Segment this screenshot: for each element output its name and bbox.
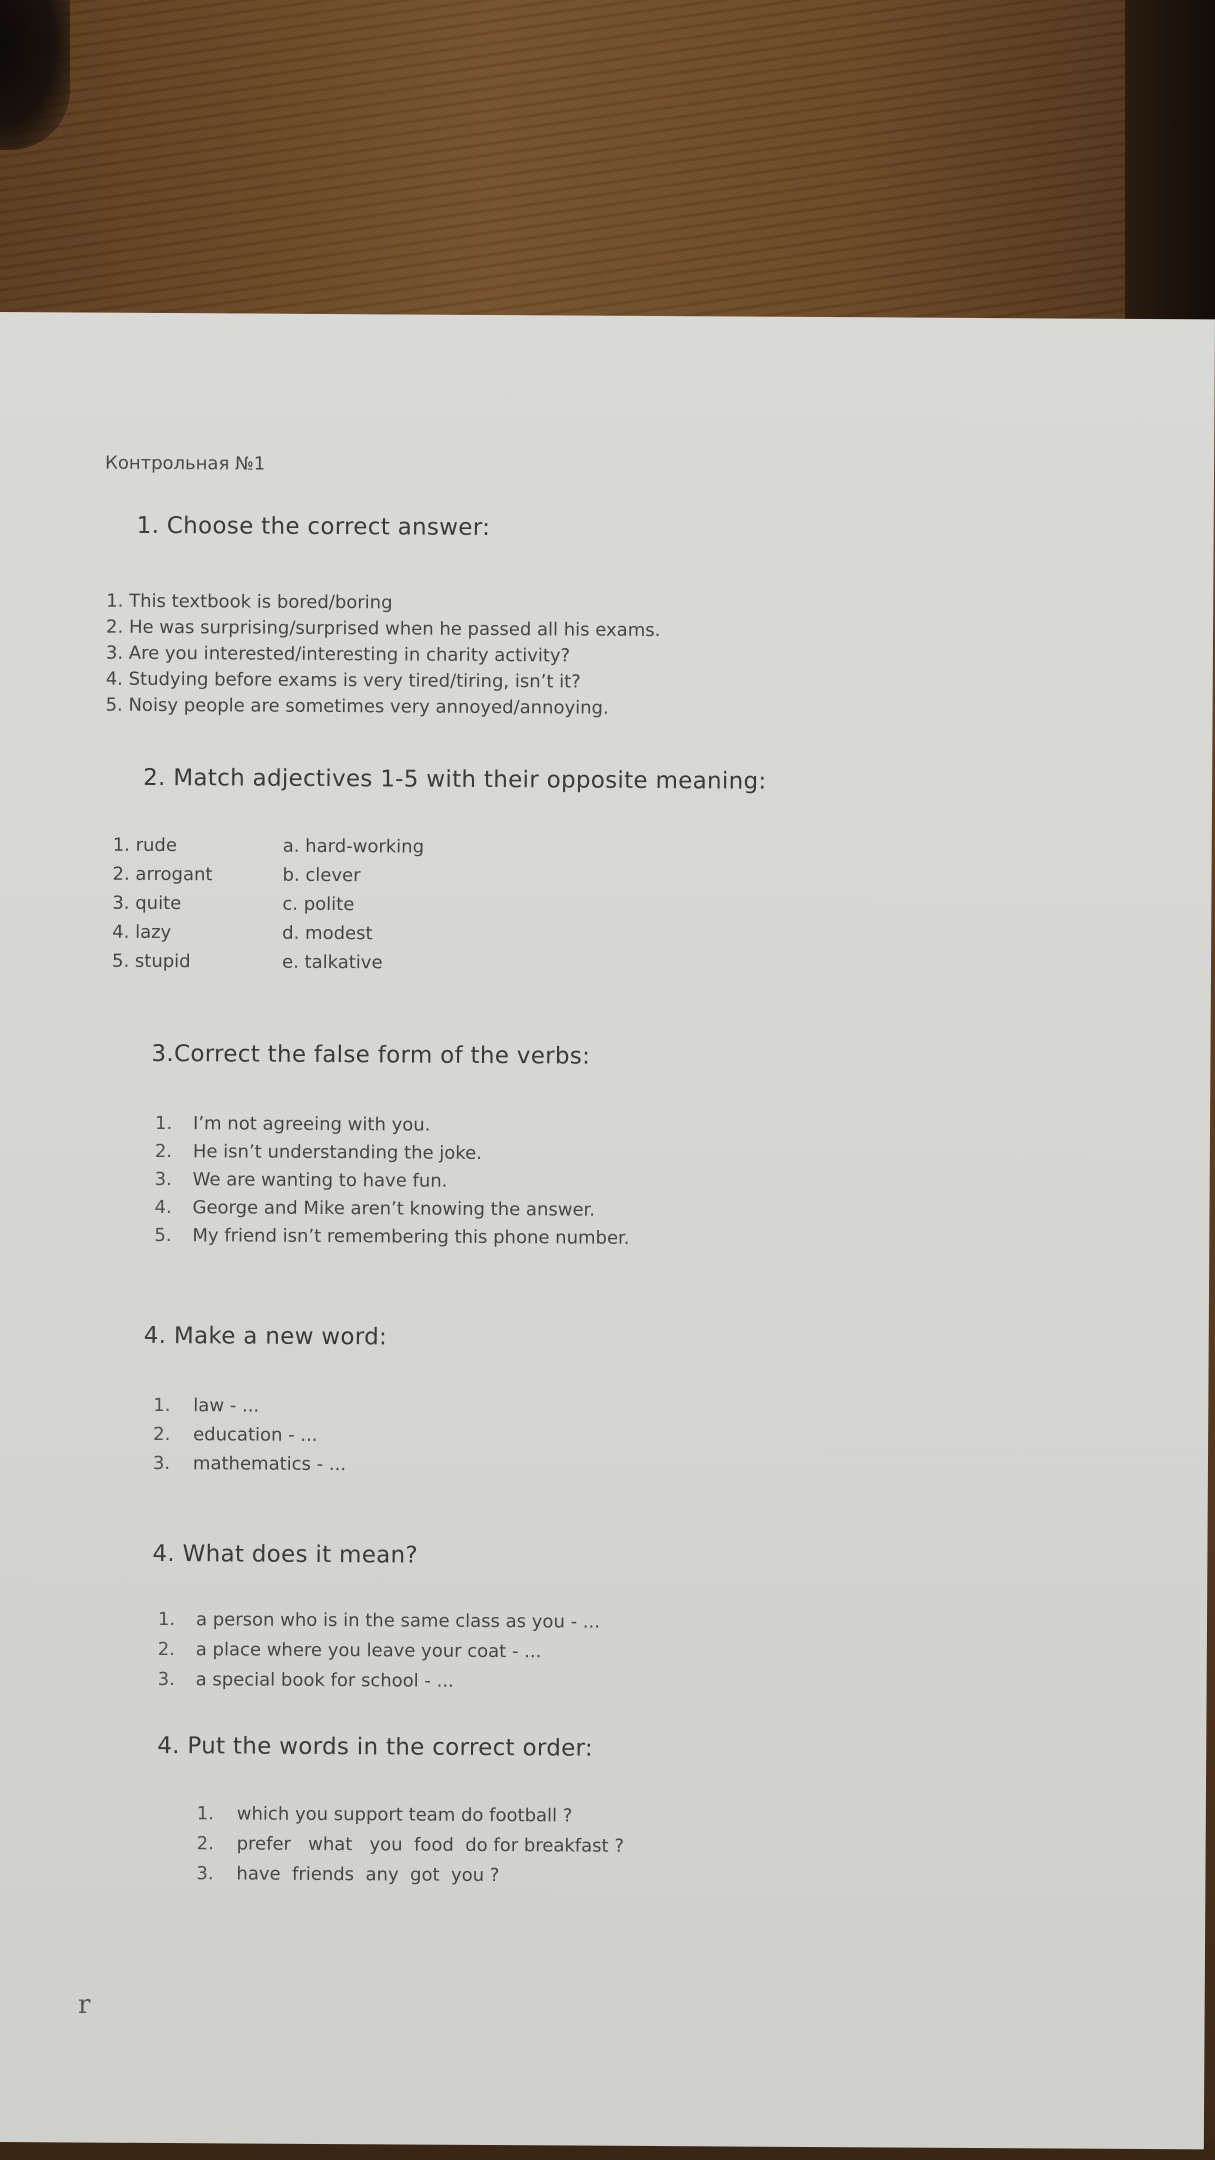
section3-item: We are wanting to have fun. [192,1169,448,1192]
match-right-item: c. polite [282,893,355,916]
match-right-item: d. modest [282,922,373,945]
match-left-item: 3. quite [112,892,182,915]
section1-item: 1. This textbook is bored/boring [106,590,393,614]
section4-title: 4. Make a new word: [143,1322,388,1351]
section3-item: My friend isn’t remembering this phone number. [192,1225,630,1249]
item-number: 2. [157,1638,176,1661]
section5-item: a person who is in the same class as you - ... [195,1609,601,1633]
wooden-table [0,0,1215,330]
match-left-item: 5. stupid [111,950,191,973]
match-left-item: 1. rude [112,834,178,857]
worksheet-label: Контрольная №1 [105,452,266,475]
section3-item: He isn’t understanding the joke. [192,1141,482,1164]
section3-title: 3.Correct the false form of the verbs: [151,1040,591,1070]
section4-item: mathematics - ... [192,1453,347,1476]
section2-title: 2. Match adjectives 1-5 with their opposite meaning: [143,764,767,795]
match-right-item: b. clever [282,864,361,887]
item-number: 2. [196,1833,214,1855]
item-number: 3. [152,1452,171,1475]
section1-title: 1. Choose the correct answer: [136,512,491,541]
section6-title: 4. Put the words in the correct order: [157,1732,594,1762]
section5-title: 4. What does it mean? [152,1540,419,1569]
item-number: 4. [154,1196,172,1219]
match-right-item: a. hard-working [282,835,425,858]
section5-item: a special book for school - ... [195,1669,454,1692]
item-number: 1. [157,1608,176,1631]
item-number: 1. [154,1112,173,1135]
worksheet-paper [0,312,1215,2149]
item-number: 3. [154,1168,172,1191]
match-left-item: 2. arrogant [112,863,213,886]
section1-item: 4. Studying before exams is very tired/tiring, isn’t it? [105,668,581,693]
section6-item: prefer what you food do for breakfast ? [236,1833,624,1857]
match-left-item: 4. lazy [112,921,172,944]
section5-item: a place where you leave your coat - ... [195,1639,542,1663]
section3-item: I’m not agreeing with you. [192,1113,431,1136]
section3-item: George and Mike aren’t knowing the answer. [192,1197,596,1221]
match-right-item: e. talkative [281,951,383,974]
table-shadow-right [1125,0,1215,330]
section1-item: 5. Noisy people are sometimes very annoyed/annoying. [105,694,609,719]
section6-item: which you support team do football ? [236,1803,573,1827]
section4-item: law - ... [193,1395,260,1417]
section1-item: 3. Are you interested/interesting in charity activity? [105,642,571,667]
item-number: 5. [154,1224,172,1247]
section4-item: education - ... [193,1424,318,1446]
pen-mark: r [78,1990,91,2020]
section6-item: have friends any got you ? [236,1863,500,1887]
item-number: 1. [196,1803,215,1825]
item-number: 2. [154,1140,173,1163]
item-number: 3. [196,1863,214,1885]
section1-item: 2. He was surprising/surprised when he passed all his exams. [106,616,661,642]
item-number: 1. [153,1394,171,1417]
item-number: 2. [153,1423,171,1446]
item-number: 3. [157,1668,175,1691]
